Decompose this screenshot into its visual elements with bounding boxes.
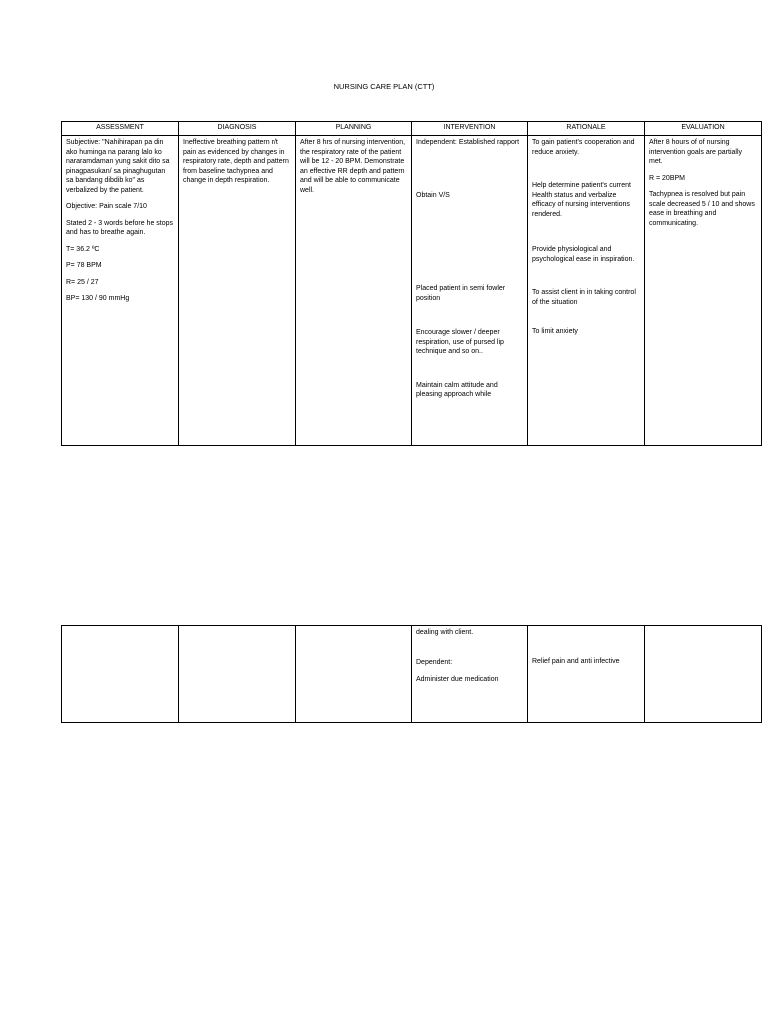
evaluation-3: Tachypnea is resolved but pain scale decreased 5 / 10 and shows ease in breathing and communicating. <box>649 191 755 227</box>
objective-data: Objective: Pain scale 7/10 <box>66 203 147 210</box>
table-row <box>62 136 762 446</box>
header-evaluation: EVALUATION <box>645 122 762 136</box>
blood-pressure-value: BP= 130 / 90 mmHg <box>66 295 130 302</box>
page-title: NURSING CARE PLAN (CTT) <box>333 82 435 91</box>
intervention-obtain-vs: Obtain V/S <box>416 191 450 199</box>
stated-data: Stated 2 - 3 words before he stops and has to breathe again. <box>66 219 174 236</box>
diagnosis-cell <box>179 136 296 446</box>
header-intervention: INTERVENTION <box>412 122 528 136</box>
rationale-cell <box>528 626 645 723</box>
intervention-cell <box>412 136 528 446</box>
pulse-value: P= 78 BPM <box>66 262 102 269</box>
diagnosis-text: Ineffective breathing pattern r/t pain as evidenced by changes in respiratory rate, depth and pattern from baseline tachypnea and change in depth respiration. <box>183 139 289 184</box>
planning-cell <box>296 626 412 723</box>
rationale-1: To gain patient's cooperation and reduce anxiety. <box>532 139 635 156</box>
rationale-2: Help determine patient's current Health status and verbalize efficacy of nursing interventions rendered. <box>532 182 631 218</box>
intervention-cell <box>412 626 528 723</box>
care-plan-table <box>61 121 762 446</box>
intervention-dependent: Dependent: <box>416 658 453 666</box>
intervention-independent: Independent: Established rapport <box>416 139 520 146</box>
assessment-cell <box>62 626 179 723</box>
intervention-semi-fowler: Placed patient in semi fowler position <box>416 285 506 302</box>
evaluation-cell <box>645 136 762 446</box>
table-header-row <box>62 122 762 136</box>
evaluation-1: After 8 hours of of nursing intervention goals are partially met. <box>649 139 742 165</box>
rationale-5: To limit anxiety <box>532 328 578 335</box>
planning-cell <box>296 136 412 446</box>
header-assessment: ASSESSMENT <box>62 122 179 136</box>
intervention-administer: Administer due medication <box>416 676 499 683</box>
rationale-6: Relief pain and anti infective <box>532 658 620 665</box>
header-planning: PLANNING <box>296 122 412 136</box>
header-rationale: RATIONALE <box>528 122 645 136</box>
diagnosis-cell <box>179 626 296 723</box>
respiration-value: R= 25 / 27 <box>66 278 99 286</box>
temperature-value: T= 36.2 ºC <box>66 245 100 253</box>
intervention-maintain-continued: dealing with client. <box>416 629 474 636</box>
intervention-maintain: Maintain calm attitude and pleasing approach while <box>416 381 498 398</box>
rationale-3: Provide physiological and psychological ease in inspiration. <box>532 246 635 263</box>
rationale-4: To assist client in in taking control of the situation <box>532 289 636 306</box>
evaluation-2: R = 20BPM <box>649 174 685 182</box>
subjective-data: Subjective: "Nahihirapan pa din ako huminga na parang lalo ko nararamdaman yung sakit dito sa pinagpasukan/ sa pinaghugutan sa bandang dibdib ko" as verbalized by the patient. <box>66 139 170 194</box>
evaluation-cell <box>645 626 762 723</box>
header-diagnosis: DIAGNOSIS <box>179 122 296 136</box>
table-row <box>62 626 762 723</box>
intervention-encourage: Encourage slower / deeper respiration, use of pursed lip technique and so on.. <box>416 329 504 355</box>
care-plan-table-continued <box>61 625 762 723</box>
assessment-cell <box>62 136 179 446</box>
planning-text: After 8 hrs of nursing intervention, the respiratory rate of the patient will be 12 - 20 BPM. Demonstrate an effective RR depth and pattern and will be able to communicate well. <box>300 139 406 194</box>
rationale-cell <box>528 136 645 446</box>
